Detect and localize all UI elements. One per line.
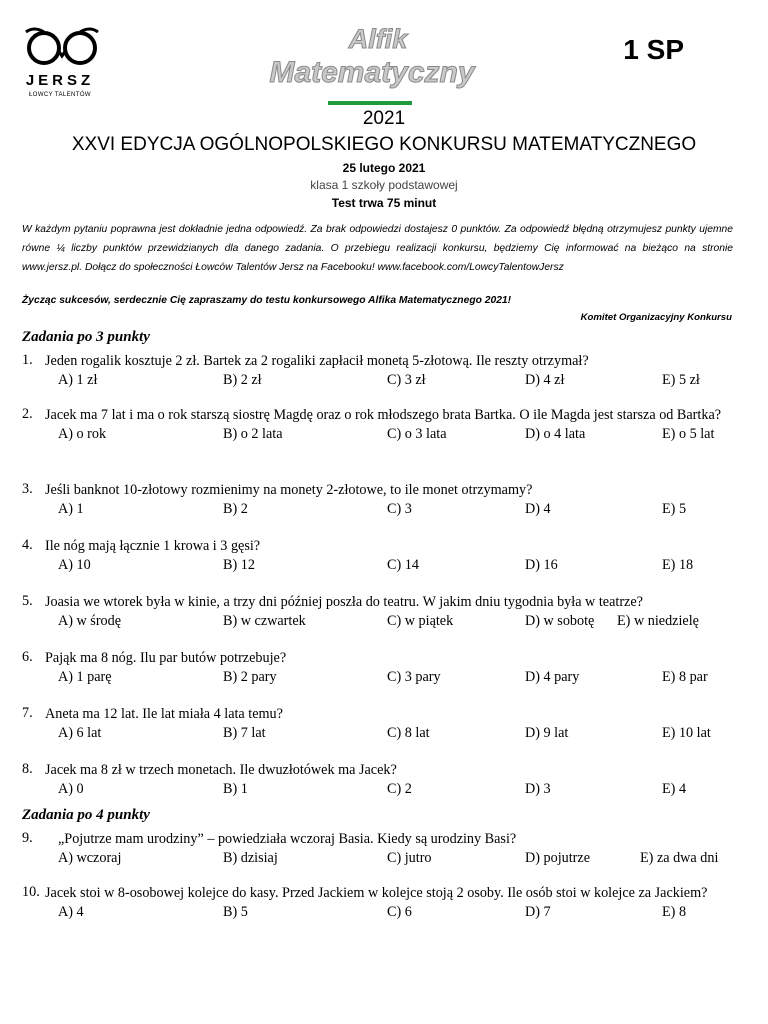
question-text: „Pojutrze mam urodziny” – powiedziała wczoraj Basia. Kiedy są urodziny Basi? bbox=[58, 831, 517, 847]
question-number: 10. bbox=[22, 884, 40, 900]
grade-level: klasa 1 szkoły podstawowej bbox=[310, 178, 458, 192]
answer-b: B) w czwartek bbox=[223, 613, 306, 629]
answer-e: E) 10 lat bbox=[662, 725, 711, 741]
banner-line1: Alfik bbox=[348, 24, 408, 54]
answer-b: B) 5 bbox=[223, 904, 248, 920]
question-1 bbox=[22, 352, 734, 392]
answer-e: E) za dwa dni bbox=[640, 850, 719, 866]
question-7 bbox=[22, 705, 734, 745]
logo-tagline: ŁOWCY TALENTÓW bbox=[29, 92, 91, 98]
answer-e: E) o 5 lat bbox=[662, 426, 715, 442]
question-text: Jeden rogalik kosztuje 2 zł. Bartek za 2 rogaliki zapłacił monetą 5-złotową. Ile reszty otrzymał? bbox=[45, 353, 589, 369]
answer-a: A) 0 bbox=[58, 781, 84, 797]
banner-green-bar bbox=[328, 101, 412, 105]
test-duration: Test trwa 75 minut bbox=[331, 196, 437, 210]
committee-signature: Komitet Organizacyjny Konkursu bbox=[580, 312, 732, 323]
page-title: XXVI EDYCJA OGÓLNOPOLSKIEGO KONKURSU MATEMATYCZNEGO bbox=[71, 134, 697, 155]
answer-d: D) pojutrze bbox=[525, 850, 591, 866]
answer-e: E) 4 bbox=[662, 781, 687, 797]
answer-e: E) w niedzielę bbox=[617, 613, 699, 629]
answer-e: E) 8 bbox=[662, 904, 687, 920]
answer-a: A) 1 zł bbox=[58, 372, 98, 388]
answer-a: A) o rok bbox=[58, 426, 107, 442]
question-text: Ile nóg mają łącznie 1 krowa i 3 gęsi? bbox=[45, 538, 261, 554]
wish-text: Życząc sukcesów, serdecznie Cię zapraszamy do testu konkursowego Alfika Matematycznego 2021! bbox=[22, 295, 512, 306]
year: 2021 bbox=[362, 108, 406, 129]
answer-d: D) 4 pary bbox=[525, 669, 580, 685]
question-text: Jeśli banknot 10-złotowy rozmienimy na monety 2-złotowe, to ile monet otrzymamy? bbox=[45, 482, 533, 498]
banner-line2: Matematyczny bbox=[269, 56, 475, 89]
answer-e: E) 8 par bbox=[662, 669, 708, 685]
answer-a: A) 10 bbox=[58, 557, 91, 573]
owl-eyes-logo-icon bbox=[22, 26, 102, 70]
instructions-paragraph: W każdym pytaniu poprawna jest dokładnie jedna odpowiedź. Za brak odpowiedzi dostajesz 0 punktów. Za odpowiedź błędną otrzymujesz punkty ujemne równe ¼ liczby punktów przewidzianych dla danego zadania. O przebiegu realizacji konkursu, będziemy Cię informować na bieżąco na stronie www.jersz.pl. Dołącz do społeczności Łowców Talentów Jersz na Facebooku! www.facebook.com/LowcyTalentowJersz bbox=[22, 224, 733, 273]
answer-b: B) 2 bbox=[223, 501, 248, 517]
contest-date: 25 lutego 2021 bbox=[342, 161, 426, 175]
logo-name: JERSZ bbox=[25, 72, 95, 89]
answer-a: A) 1 bbox=[58, 501, 84, 517]
question-10 bbox=[22, 884, 734, 924]
question-4 bbox=[22, 537, 734, 577]
question-text: Jacek ma 7 lat i ma o rok starszą siostrę Magdę oraz o rok młodszego brata Bartka. O ile Magda jest starsza od Bartka? bbox=[45, 407, 722, 423]
question-number: 1. bbox=[22, 352, 33, 368]
question-number: 5. bbox=[22, 593, 33, 609]
answer-b: B) 7 lat bbox=[223, 725, 266, 741]
question-text: Joasia we wtorek była w kinie, a trzy dni później poszła do teatru. W jakim dniu tygodnia była w teatrze? bbox=[45, 594, 643, 610]
answer-c: C) w piątek bbox=[387, 613, 454, 629]
answer-e: E) 5 bbox=[662, 501, 687, 517]
alfik-banner bbox=[238, 24, 506, 106]
answer-c: C) 8 lat bbox=[387, 725, 430, 741]
answer-d: D) 16 bbox=[525, 557, 558, 573]
answer-c: C) jutro bbox=[387, 850, 432, 866]
answer-b: B) o 2 lata bbox=[223, 426, 283, 442]
answer-d: D) 4 zł bbox=[525, 372, 565, 388]
answer-c: C) 6 bbox=[387, 904, 412, 920]
question-text: Jacek stoi w 8-osobowej kolejce do kasy. Przed Jackiem w kolejce stoją 2 osoby. Ile osób stoi w kolejce za Jackiem? bbox=[45, 885, 708, 901]
answer-b: B) 1 bbox=[223, 781, 248, 797]
question-number: 8. bbox=[22, 761, 33, 777]
answer-c: C) 3 pary bbox=[387, 669, 441, 685]
question-text: Aneta ma 12 lat. Ile lat miała 4 lata temu? bbox=[45, 706, 283, 722]
section-heading-3-points: Zadania po 3 punkty bbox=[22, 329, 150, 345]
answer-a: A) wczoraj bbox=[58, 850, 122, 866]
question-number: 2. bbox=[22, 406, 33, 422]
question-2 bbox=[22, 406, 734, 446]
answer-e: E) 5 zł bbox=[662, 372, 700, 388]
answer-d: D) 7 bbox=[525, 904, 551, 920]
answer-a: A) 6 lat bbox=[58, 725, 102, 741]
question-9 bbox=[22, 830, 734, 870]
question-3 bbox=[22, 481, 734, 521]
question-number: 6. bbox=[22, 649, 33, 665]
question-8 bbox=[22, 761, 734, 801]
answer-d: D) 3 bbox=[525, 781, 551, 797]
answer-e: E) 18 bbox=[662, 557, 694, 573]
question-number: 4. bbox=[22, 537, 33, 553]
answer-b: B) 2 zł bbox=[223, 372, 262, 388]
answer-c: C) 2 bbox=[387, 781, 412, 797]
test-code: 1 SP bbox=[623, 34, 684, 65]
answer-d: D) 4 bbox=[525, 501, 551, 517]
answer-b: B) 12 bbox=[223, 557, 255, 573]
answer-c: C) 3 bbox=[387, 501, 412, 517]
section-heading-4-points: Zadania po 4 punkty bbox=[22, 807, 150, 823]
answer-a: A) w środę bbox=[58, 613, 122, 629]
answer-c: C) 14 bbox=[387, 557, 419, 573]
answer-d: D) o 4 lata bbox=[525, 426, 586, 442]
question-number: 3. bbox=[22, 481, 33, 497]
answer-b: B) dzisiaj bbox=[223, 850, 278, 866]
answer-a: A) 4 bbox=[58, 904, 84, 920]
question-5 bbox=[22, 593, 734, 633]
question-number: 9. bbox=[22, 830, 33, 846]
question-number: 7. bbox=[22, 705, 33, 721]
answer-b: B) 2 pary bbox=[223, 669, 277, 685]
answer-c: C) o 3 lata bbox=[387, 426, 447, 442]
question-6 bbox=[22, 649, 734, 689]
question-text: Pająk ma 8 nóg. Ilu par butów potrzebuje? bbox=[45, 650, 287, 666]
question-text: Jacek ma 8 zł w trzech monetach. Ile dwuzłotówek ma Jacek? bbox=[45, 762, 397, 778]
answer-d: D) 9 lat bbox=[525, 725, 569, 741]
answer-a: A) 1 parę bbox=[58, 669, 112, 685]
answer-c: C) 3 zł bbox=[387, 372, 426, 388]
answer-d: D) w sobotę bbox=[525, 613, 595, 629]
